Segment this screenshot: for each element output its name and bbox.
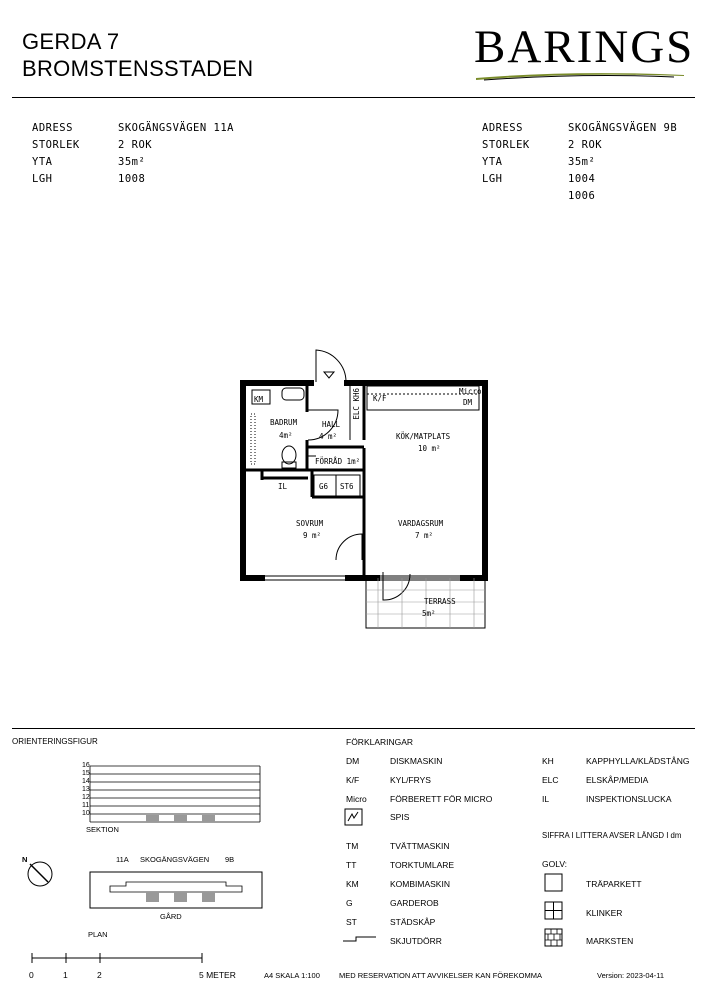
room-hall: HALL — [322, 420, 341, 429]
legend-code: ST — [346, 917, 357, 927]
info-label: YTA — [32, 156, 53, 168]
floor-type: MARKSTEN — [586, 936, 634, 946]
tile-floor-icon — [544, 901, 564, 921]
room-badrum: BADRUM — [270, 418, 298, 427]
info-label: STORLEK — [32, 139, 80, 151]
room-vardagsrum: VARDAGSRUM — [398, 519, 444, 528]
north-label: N — [22, 855, 28, 864]
scale-tick: 5 METER — [199, 970, 236, 980]
elc-kh-tag: ELC KH6 — [352, 388, 361, 420]
info-value: 1006 — [568, 190, 596, 202]
legend-text: ELSKÅP/MEDIA — [586, 775, 649, 785]
info-label: ADRESS — [32, 122, 73, 134]
info-label: LGH — [32, 173, 53, 185]
legend-text: KOMBIMASKIN — [390, 879, 450, 889]
stone-floor-icon — [544, 928, 564, 948]
info-value: 2 ROK — [568, 139, 603, 151]
room-terrass: TERRASS — [424, 597, 456, 606]
room-sovrum: SOVRUM — [296, 519, 324, 528]
floor-10: 10 — [82, 810, 90, 817]
floor-14: 14 — [82, 778, 90, 785]
title-line-2: BROMSTENSSTADEN — [22, 56, 254, 81]
north-arrow-icon — [24, 858, 56, 890]
wood-floor-icon — [544, 873, 564, 893]
info-label: ADRESS — [482, 122, 523, 134]
legend-code: TT — [346, 860, 357, 870]
legend-text: SPIS — [390, 812, 410, 822]
legend-text: GARDEROB — [390, 898, 439, 908]
section-label: SEKTION — [86, 825, 119, 834]
street-name: SKOGÄNGSVÄGEN — [140, 855, 210, 864]
barings-logo: BARINGS — [474, 21, 695, 73]
room-vardagsrum-area: 7 m² — [415, 531, 434, 540]
info-label: LGH — [482, 173, 503, 185]
info-value: 35m² — [118, 156, 146, 168]
legend-code: ELC — [542, 775, 559, 785]
legend-text: STÄDSKÅP — [390, 917, 436, 927]
floor-type: KLINKER — [586, 908, 623, 918]
sliding-door-icon — [342, 934, 378, 944]
room-kok: KÖK/MATPLATS — [396, 432, 451, 441]
legend-code: IL — [542, 794, 550, 804]
kf-tag: K/F — [373, 394, 387, 403]
legend-text: DISKMASKIN — [390, 756, 443, 766]
g6-tag: G6 — [319, 482, 329, 491]
scale-bar — [30, 950, 210, 966]
orientation-title: ORIENTERINGSFIGUR — [12, 737, 98, 746]
stove-icon — [344, 808, 364, 826]
st6-tag: ST6 — [340, 482, 354, 491]
info-value: SKOGÄNGSVÄGEN 11A — [118, 122, 234, 134]
legend-title: FÖRKLARINGAR — [346, 737, 414, 747]
disclaimer: MED RESERVATION ATT AVVIKELSER KAN FÖREKOMMA — [339, 971, 542, 980]
footer-divider — [12, 728, 695, 729]
room-sovrum-area: 9 m² — [303, 531, 322, 540]
legend-text: KYL/FRYS — [390, 775, 431, 785]
room-forrad: FÖRRÅD 1m² — [315, 457, 361, 466]
scale-tick: 1 — [63, 970, 68, 980]
room-terrass-area: 5m² — [422, 609, 436, 618]
dm-tag: DM — [463, 398, 473, 407]
section-diagram — [80, 760, 270, 826]
title-line-1: GERDA 7 — [22, 29, 120, 54]
legend-text: FÖRBERETT FÖR MICRO — [390, 794, 493, 804]
il-tag: IL — [278, 482, 288, 491]
courtyard-label: GÅRD — [160, 912, 182, 921]
plan-label: PLAN — [88, 930, 108, 939]
floor-12: 12 — [82, 794, 90, 801]
street-11a: 11A — [116, 855, 129, 864]
site-plan-diagram — [88, 870, 264, 910]
legend-text: TORKTUMLARE — [390, 860, 455, 870]
info-value: 1004 — [568, 173, 596, 185]
info-label: YTA — [482, 156, 503, 168]
room-kok-area: 10 m² — [418, 444, 441, 453]
info-label: STORLEK — [482, 139, 530, 151]
legend-code: TM — [346, 841, 359, 851]
info-value: 2 ROK — [118, 139, 153, 151]
legend-code: DM — [346, 756, 360, 766]
info-value: SKOGÄNGSVÄGEN 9B — [568, 122, 678, 134]
legend-text: INSPEKTIONSLUCKA — [586, 794, 672, 804]
micro-tag: Micro — [459, 387, 482, 396]
floor-11: 11 — [82, 802, 90, 809]
legend-code: KM — [346, 879, 359, 889]
version: Version: 2023-04-11 — [597, 971, 664, 980]
legend-code: KH — [542, 756, 554, 766]
window — [265, 574, 345, 582]
street-9b: 9B — [225, 855, 235, 864]
floor-title: GOLV: — [542, 859, 568, 869]
floor-16: 16 — [82, 762, 90, 769]
legend-code: G — [346, 898, 353, 908]
legend-text: SKJUTDÖRR — [390, 936, 442, 946]
floor-13: 13 — [82, 786, 90, 793]
floor-numbers — [82, 762, 90, 818]
legend-text: TVÄTTMASKIN — [390, 841, 450, 851]
floor-15: 15 — [82, 770, 90, 777]
room-badrum-area: 4m² — [279, 431, 293, 440]
room-hall-area: 4 m² — [319, 432, 338, 441]
scale-tick: 2 — [97, 970, 102, 980]
legend-note: SIFFRA I LITTERA AVSER LÄNGD I dm — [542, 831, 682, 840]
info-value: 1008 — [118, 173, 146, 185]
legend-code: K/F — [346, 775, 360, 785]
scale-tick: 0 — [29, 970, 34, 980]
km-tag: KM — [254, 395, 264, 404]
info-value: 35m² — [568, 156, 596, 168]
legend-code: Micro — [346, 794, 367, 804]
scale-text: A4 SKALA 1:100 — [264, 971, 320, 980]
floor-type: TRÄPARKETT — [586, 879, 642, 889]
legend-text: KAPPHYLLA/KLÄDSTÅNG — [586, 756, 690, 766]
